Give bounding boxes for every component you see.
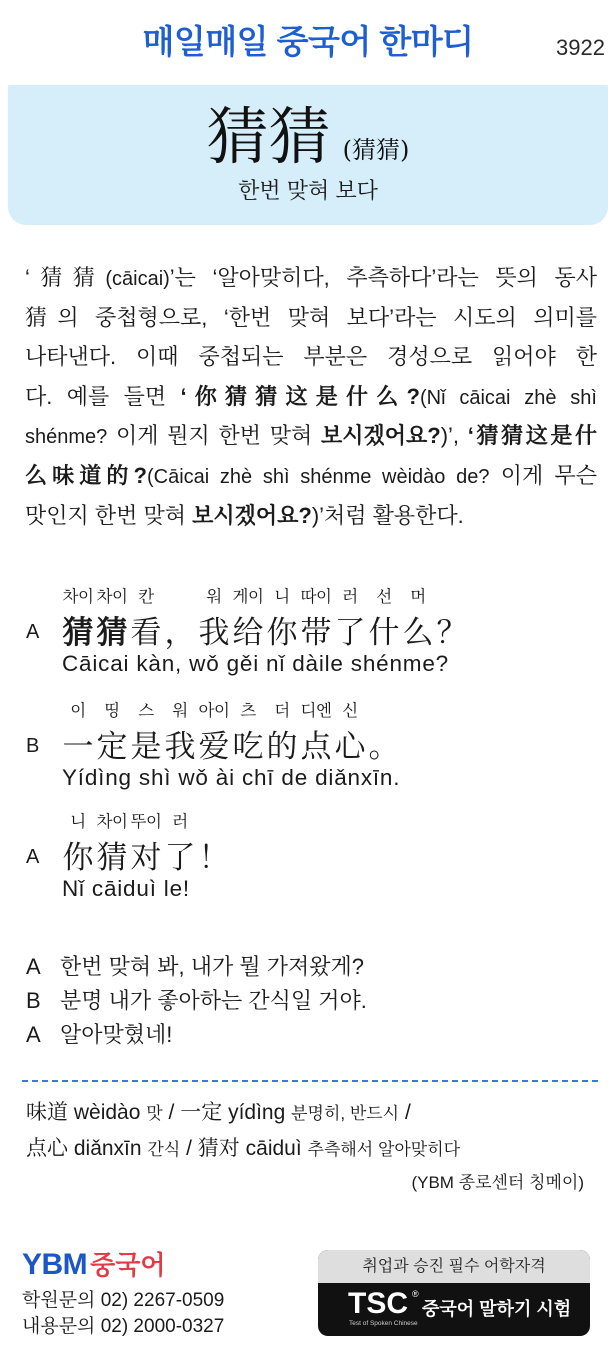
chinese-character: 爱	[198, 729, 230, 764]
chinese-character: 么	[402, 615, 434, 650]
pinyin-text: shénme?	[25, 426, 108, 449]
chinese-sentence	[61, 700, 401, 765]
pinyin: Nǐ cāiduì le!	[62, 876, 190, 901]
speaker-label: B	[26, 735, 40, 757]
dialogue-line	[0, 586, 616, 678]
korean-pronunciation: 니	[70, 813, 86, 831]
expression-phrase: 猜猜	[206, 100, 331, 173]
korean-pronunciation: 차이	[96, 588, 128, 606]
body-text: )’,	[440, 423, 468, 449]
chinese-character: 猜	[96, 840, 128, 875]
vocabulary-line	[26, 1135, 596, 1171]
character-cell	[95, 811, 129, 876]
body-text: ‘猜猜	[25, 265, 106, 290]
chinese-character: 猜	[96, 615, 128, 650]
vocab-pinyin: diǎnxīn	[73, 1137, 142, 1160]
speaker-label: B	[26, 988, 41, 1013]
vocab-pinyin: yídìng	[228, 1101, 286, 1124]
body-text: 맛인지 한번 맞혀	[25, 502, 193, 528]
speaker-label: A	[26, 846, 40, 868]
vocabulary	[26, 1099, 596, 1171]
character-cell	[61, 811, 95, 876]
character-cell	[401, 586, 435, 651]
chinese-character: 点	[300, 729, 332, 764]
chinese-character: 定	[96, 729, 128, 764]
korean-pronunciation: 따이	[300, 588, 332, 606]
explanation-line	[25, 337, 597, 377]
korean-pronunciation: 차이	[62, 588, 94, 606]
speaker-label: A	[26, 621, 40, 643]
translation-line	[0, 954, 616, 988]
emphasis-text: ‘你猜猜这是什么?	[180, 383, 420, 409]
korean-pronunciation: 선	[376, 588, 392, 606]
emphasis-text: 보시겠어요?	[192, 502, 312, 528]
registered-mark-icon: ®	[412, 1289, 419, 1299]
header	[0, 0, 616, 84]
character-cell	[299, 586, 333, 651]
series-title: 매일매일 중국어 한마디	[142, 23, 474, 60]
chinese-character: 我	[164, 729, 196, 764]
chinese-character: 了	[334, 615, 366, 650]
translation-text: 알아맞혔네!	[60, 1022, 173, 1047]
chinese-character: 猜	[62, 615, 94, 650]
chinese-character: 什	[368, 615, 400, 650]
explanation	[25, 258, 597, 535]
chinese-character: 心	[334, 729, 366, 764]
character-cell	[95, 586, 129, 651]
korean-pronunciation: 뚜이	[130, 813, 162, 831]
korean-pronunciation: 신	[342, 702, 358, 720]
author-credit: (YBM 종로센터 칭메이)	[411, 1173, 584, 1192]
korean-pronunciation: 니	[274, 588, 290, 606]
explanation-line	[25, 496, 597, 536]
translation-text: 분명 내가 좋아하는 간식일 거야.	[60, 988, 367, 1013]
chinese-sentence	[61, 811, 231, 876]
body-text: 猜의 중첩형으로, ‘한번 맞혀 보다’라는 시도의 의미를	[25, 304, 597, 330]
expression-alt-form: (猜猜)	[342, 136, 410, 164]
body-text: 이게 무슨	[489, 462, 597, 488]
character-cell	[129, 586, 163, 651]
character-cell	[231, 586, 265, 651]
emphasis-text: 보시겠어요?	[320, 423, 441, 449]
explanation-line	[25, 416, 597, 456]
emphasis-text: 么味道的?	[25, 462, 147, 488]
chinese-character: 带	[300, 615, 332, 650]
vocab-pinyin: cāiduì	[245, 1137, 302, 1160]
emphasis-text: ‘猜猜这是什	[467, 423, 597, 449]
tsc-band	[318, 1283, 590, 1336]
dialogue	[0, 586, 616, 916]
explanation-line	[25, 377, 597, 417]
korean-pronunciation: 띵	[104, 702, 120, 720]
chinese-character: 给	[232, 615, 264, 650]
vocab-meaning: 맛	[146, 1104, 163, 1123]
expression-row	[8, 99, 608, 175]
chinese-character: 你	[266, 615, 298, 650]
chinese-character: 是	[130, 729, 162, 764]
vocab-term: 猜对	[197, 1137, 240, 1160]
chinese-character: ，	[164, 615, 196, 650]
tsc-logo-subtitle: Test of Spoken Chinese	[349, 1320, 418, 1327]
character-cell	[265, 700, 299, 765]
contact-info	[22, 1288, 224, 1340]
character-cell	[197, 811, 231, 876]
character-cell	[61, 700, 95, 765]
translation-text: 한번 맞혀 봐, 내가 뭘 가져왔게?	[60, 954, 364, 979]
character-cell	[367, 586, 401, 651]
body-text: 다. 예를 들면	[25, 383, 181, 409]
explanation-line	[25, 456, 597, 496]
vocab-term: 一定	[180, 1101, 223, 1124]
vocabulary-line	[26, 1099, 596, 1135]
logo-brand: YBM	[22, 1248, 88, 1281]
body-text: 이게 뭔지 한번 맞혀	[107, 423, 321, 449]
character-cell	[61, 586, 95, 651]
speaker-label: A	[26, 954, 41, 979]
expression-banner	[8, 85, 608, 225]
body-text: 나타낸다. 이때 중첩되는 부분은 경성으로 읽어야 한	[25, 344, 597, 370]
ybm-logo	[22, 1248, 166, 1287]
tsc-banner	[318, 1250, 590, 1336]
korean-pronunciation: 더	[274, 702, 290, 720]
character-cell	[129, 700, 163, 765]
chinese-character: 的	[266, 729, 298, 764]
korean-pronunciation: 게이	[232, 588, 264, 606]
character-cell	[299, 700, 333, 765]
character-cell	[163, 586, 197, 651]
korean-pronunciation: 차이	[96, 813, 128, 831]
character-cell	[197, 700, 231, 765]
translation-line	[0, 1022, 616, 1056]
character-cell	[163, 811, 197, 876]
translation-line	[0, 988, 616, 1022]
korean-pronunciation: 워	[206, 588, 222, 606]
character-cell	[231, 700, 265, 765]
character-cell	[163, 700, 197, 765]
chinese-character: 你	[62, 840, 94, 875]
vocab-pinyin: wèidào	[73, 1101, 141, 1124]
dashed-divider	[22, 1080, 598, 1082]
chinese-character: ？	[436, 615, 468, 650]
korean-pronunciation: 워	[172, 702, 188, 720]
character-cell	[333, 700, 367, 765]
tsc-tagline: 취업과 승진 필수 어학자격	[318, 1250, 590, 1283]
character-cell	[265, 586, 299, 651]
pinyin-text: (Cāicai zhè shì shénme wèidào de?	[146, 465, 490, 488]
korean-pronunciation: 칸	[138, 588, 154, 606]
korean-pronunciation: 아이	[198, 702, 230, 720]
vocab-term: 味道	[26, 1101, 68, 1124]
dialogue-line	[0, 700, 616, 792]
chinese-character: 我	[198, 615, 230, 650]
pinyin: Yídìng shì wǒ ài chī de diǎnxīn.	[62, 765, 401, 790]
body-text: ’는 ‘알아맞히다, 추측하다’라는 뜻의 동사	[169, 265, 597, 290]
pinyin-text: (Nǐ cāicai zhè shì	[419, 386, 597, 409]
chinese-sentence	[61, 586, 469, 651]
chinese-character: 一	[62, 729, 94, 764]
body-text: )’처럼 활용한다.	[311, 502, 464, 528]
korean-pronunciation: 머	[410, 588, 426, 606]
chinese-character: 看	[130, 615, 162, 650]
korean-pronunciation: 러	[342, 588, 358, 606]
vocab-separator: /	[186, 1137, 192, 1160]
translation	[0, 954, 616, 1056]
speaker-label: A	[26, 1022, 41, 1047]
character-cell	[95, 700, 129, 765]
tsc-logo: TSC	[348, 1287, 408, 1320]
vocab-meaning: 간식	[147, 1140, 181, 1159]
tsc-label: 중국어 말하기 시험	[422, 1299, 572, 1319]
vocab-meaning: 추측해서 알아맞히다	[307, 1140, 461, 1159]
vocab-separator: /	[404, 1101, 411, 1124]
chinese-character: ！	[198, 840, 230, 875]
chinese-character: 对	[130, 840, 162, 875]
pinyin: Cāicai kàn, wǒ gěi nǐ dàile shénme?	[62, 651, 449, 676]
korean-pronunciation: 디엔	[300, 702, 332, 720]
logo-subject: 중국어	[90, 1250, 166, 1280]
character-cell	[333, 586, 367, 651]
issue-number: 3922	[556, 35, 605, 60]
vocab-term: 点心	[26, 1137, 68, 1160]
korean-pronunciation: 스	[138, 702, 154, 720]
explanation-line	[25, 298, 597, 338]
contact-line: 내용문의 02) 2000-0327	[22, 1316, 225, 1337]
korean-pronunciation: 이	[70, 702, 86, 720]
contact-line: 학원문의 02) 2267-0509	[22, 1290, 225, 1311]
dialogue-line	[0, 811, 616, 903]
chinese-character: 吃	[232, 729, 264, 764]
character-cell	[435, 586, 469, 651]
chinese-character: 了	[164, 840, 196, 875]
chinese-character: 。	[368, 729, 400, 764]
expression-meaning: 한번 맞혀 보다	[238, 178, 378, 203]
character-cell	[129, 811, 163, 876]
explanation-line	[25, 258, 597, 298]
character-cell	[197, 586, 231, 651]
vocab-separator: /	[168, 1101, 175, 1124]
korean-pronunciation: 러	[172, 813, 188, 831]
character-cell	[367, 700, 401, 765]
vocab-meaning: 분명히, 반드시	[291, 1104, 400, 1123]
korean-pronunciation: 츠	[240, 702, 256, 720]
pinyin-text: (cāicai)	[105, 268, 170, 290]
